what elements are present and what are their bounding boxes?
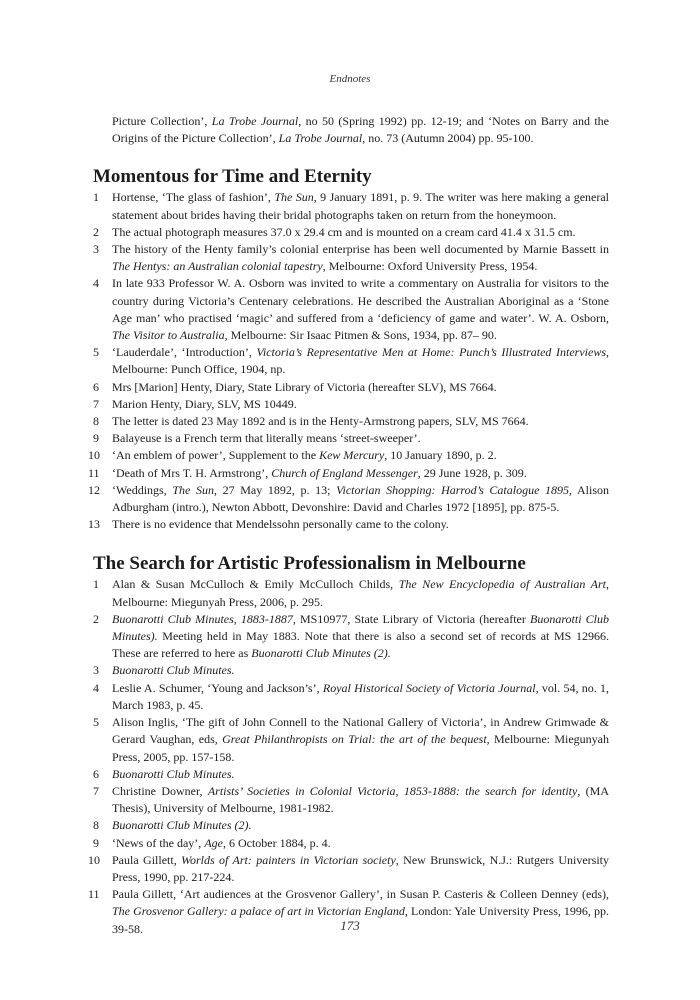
running-header: Endnotes bbox=[329, 73, 371, 85]
page-number: 173 bbox=[340, 918, 360, 933]
endnote-number: 5 bbox=[93, 345, 99, 360]
endnote bbox=[93, 379, 609, 396]
endnote bbox=[93, 662, 609, 679]
endnote-text: Leslie A. Schumer, ‘Young and Jackson’s’, Royal Historical Society of Victoria Journal, vol. 54, no. 1, March 1983, p. 45. bbox=[112, 680, 610, 712]
continued-note: Picture Collection’, La Trobe Journal, no 50 (Spring 1992) pp. 12-19; and ‘Notes on Barry and the Origins of the Picture Collection’, La Trobe Journal, no. 73 (Autumn 2004) pp. 95-100. bbox=[112, 114, 610, 146]
endnote-number: 9 bbox=[93, 431, 99, 446]
endnotes-content bbox=[88, 113, 610, 938]
endnote-text: The actual photograph measures 37.0 x 29.4 cm and is mounted on a cream card 41.4 x 31.5 cm. bbox=[112, 224, 576, 239]
endnote-number: 4 bbox=[93, 276, 99, 291]
endnote bbox=[93, 396, 609, 413]
endnote-number: 11 bbox=[88, 887, 100, 902]
endnote bbox=[93, 576, 609, 610]
endnote-text: ‘Weddings, The Sun, 27 May 1892, p. 13; Victorian Shopping: Harrod’s Catalogue 1895, Alison Adburgham (intro.), Newton Abbott, Devonshire: David and Charles 1972 [1895], pp. 875-5. bbox=[112, 482, 610, 515]
endnote bbox=[93, 344, 609, 378]
endnote bbox=[93, 680, 609, 714]
endnote-text: ‘An emblem of power’, Supplement to the Kew Mercury, 10 January 1890, p. 2. bbox=[112, 448, 497, 463]
endnote bbox=[93, 783, 609, 817]
endnote bbox=[93, 430, 609, 447]
endnote-number: 11 bbox=[88, 465, 100, 480]
endnote bbox=[93, 714, 609, 766]
endnote-text: Alison Inglis, ‘The gift of John Connell to the National Gallery of Victoria’, in Andrew Grimwade & Gerard Vaughan, eds, Great Philanthropists on Trial: the art of the bequest, Melbourne: Miegunyah Press, 2005, pp. 157-158. bbox=[112, 715, 610, 764]
endnote-text: Marion Henty, Diary, SLV, MS 10449. bbox=[112, 396, 297, 411]
endnote bbox=[93, 766, 609, 783]
endnote-number: 3 bbox=[93, 242, 99, 257]
endnote-text: Buonarotti Club Minutes, 1883-1887, MS10977, State Library of Victoria (hereafter Buonarotti Club Minutes). Meeting held in May 1883. Note that there is also a second set of records at MS 12966. These are referred to here as Buonarotti Club Minutes (2). bbox=[112, 611, 609, 661]
endnote bbox=[93, 241, 609, 275]
endnote-number: 2 bbox=[93, 611, 99, 626]
endnote-text: Paula Gillett, Worlds of Art: painters in Victorian society, New Brunswick, N.J.: Rutgers University Press, 1990, pp. 217-224. bbox=[112, 852, 609, 884]
endnote-number: 1 bbox=[93, 190, 99, 205]
endnote-number: 13 bbox=[88, 517, 100, 532]
endnote-text: Mrs [Marion] Henty, Diary, State Library of Victoria (hereafter SLV), MS 7664. bbox=[112, 379, 497, 394]
endnote bbox=[93, 189, 609, 223]
endnote-number: 6 bbox=[93, 766, 99, 781]
endnote bbox=[93, 835, 609, 852]
endnote-text: Paula Gillett, ‘Art audiences at the Grosvenor Gallery’, in Susan P. Casteris & Colleen Denney (eds), The Grosvenor Gallery: a palace of art in Victorian England, London: Yale University Press, 1996, pp. 39-58. bbox=[112, 887, 610, 936]
endnote-number: 5 bbox=[93, 715, 99, 730]
endnote-text: In late 933 Professor W. A. Osborn was invited to write a commentary on Australia for visitors to the country during Victoria’s Centenary celebrations. He described the Australian Aboriginal as a ‘Stone Age man’ who practised ‘magic’ and suffered from a ‘deficiency of game and water’. W. A. Osborn, The Visitor to Australia, Melbourne: Sir Isaac Pitmen & Sons, 1934, pp. 87– 90. bbox=[112, 276, 609, 343]
endnote-text: Balayeuse is a French term that literally means ‘street-sweeper’. bbox=[112, 431, 421, 446]
endnote-text: ‘Death of Mrs T. H. Armstrong’, Church of England Messenger, 29 June 1928, p. 309. bbox=[112, 465, 527, 480]
endnote-text: There is no evidence that Mendelssohn personally came to the colony. bbox=[112, 517, 449, 532]
endnote-number: 8 bbox=[93, 818, 99, 833]
endnote-number: 1 bbox=[93, 577, 99, 592]
endnote bbox=[88, 482, 610, 516]
section-heading: Momentous for Time and Eternity bbox=[93, 166, 372, 188]
endnote-number: 2 bbox=[93, 224, 99, 239]
endnote-text: Hortense, ‘The glass of fashion’, The Sun, 9 January 1891, p. 9. The writer was here making a general statement about brides having their bridal photographs taken on return from the honeymoon. bbox=[112, 190, 610, 222]
endnote-text: Alan & Susan McCulloch & Emily McCulloch Childs, The New Encyclopedia of Australian Art, Melbourne: Miegunyah Press, 2006, p. 295. bbox=[112, 577, 610, 609]
endnote-number: 6 bbox=[93, 379, 99, 394]
section-heading: The Search for Artistic Professionalism in Melbourne bbox=[93, 553, 526, 575]
endnote bbox=[88, 465, 609, 482]
endnote-text: ‘Lauderdale’, ‘Introduction’, Victoria’s Representative Men at Home: Punch’s Illustrated Interviews, Melbourne: Punch Office, 1904, np. bbox=[112, 345, 609, 377]
endnote-number: 7 bbox=[93, 783, 99, 798]
endnote-text: The letter is dated 23 May 1892 and is in the Henty-Armstrong papers, SLV, MS 7664. bbox=[112, 414, 529, 429]
endnote-number: 7 bbox=[93, 396, 99, 411]
endnote bbox=[88, 447, 609, 464]
endnote-text: Christine Downer, Artists’ Societies in Colonial Victoria, 1853-1888: the search for identity, (MA Thesis), University of Melbourne, 1981-1982. bbox=[112, 783, 609, 816]
endnote bbox=[93, 275, 609, 344]
endnote-number: 12 bbox=[88, 482, 100, 497]
endnote-text: Buonarotti Club Minutes. bbox=[112, 663, 235, 678]
endnote-number: 4 bbox=[93, 680, 99, 695]
notes-list bbox=[88, 576, 610, 937]
endnote-number: 3 bbox=[93, 663, 99, 678]
endnote bbox=[93, 817, 609, 834]
endnote bbox=[93, 224, 609, 241]
endnote-number: 8 bbox=[93, 414, 99, 429]
endnote bbox=[88, 516, 609, 533]
endnote-text: The history of the Henty family’s colonial enterprise has been well documented by Marnie Bassett in The Hentys: an Australian colonial tapestry, Melbourne: Oxford University Press, 1954. bbox=[112, 242, 609, 274]
endnote-text: Buonarotti Club Minutes (2). bbox=[112, 818, 252, 833]
endnote-text: ‘News of the day’, Age, 6 October 1884, p. 4. bbox=[112, 835, 331, 850]
endnote bbox=[93, 413, 609, 430]
endnote-number: 10 bbox=[88, 448, 100, 463]
endnote bbox=[88, 852, 609, 886]
endnote-text: Buonarotti Club Minutes. bbox=[112, 766, 235, 781]
endnote bbox=[93, 611, 609, 663]
endnote-number: 10 bbox=[88, 852, 100, 867]
endnote-number: 9 bbox=[93, 835, 99, 850]
notes-list bbox=[88, 189, 610, 533]
